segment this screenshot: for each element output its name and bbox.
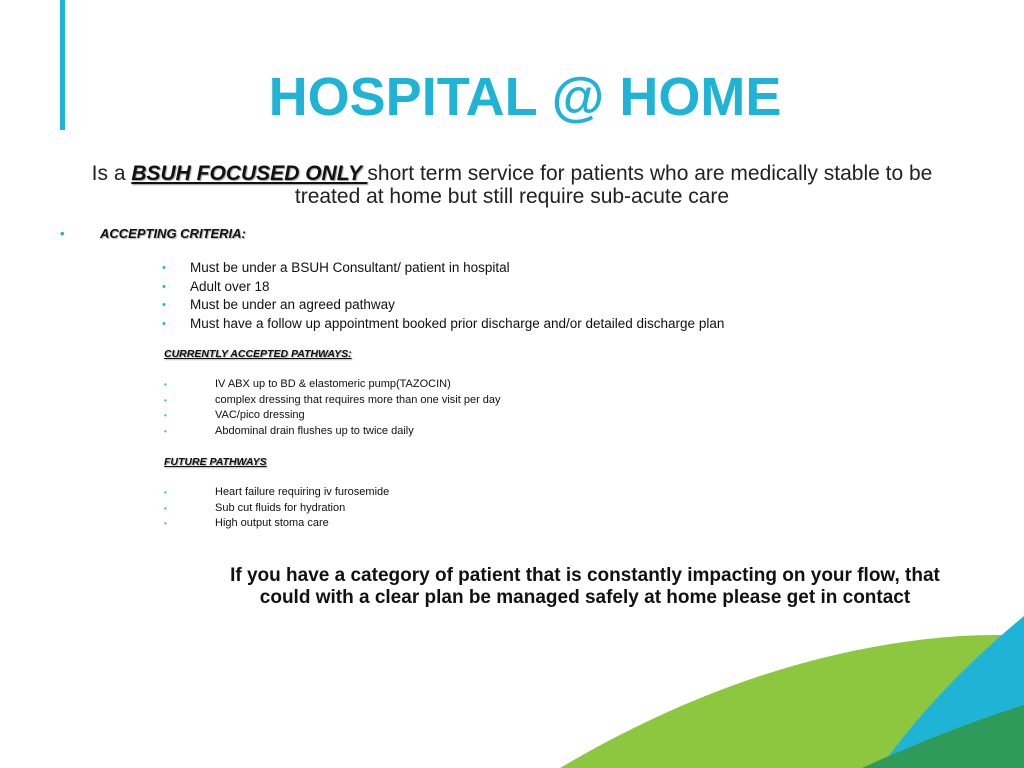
future-pathways-heading: FUTURE PATHWAYS: [164, 456, 267, 468]
intro-line2: treated at home but still require sub-acute care: [294, 185, 730, 208]
bullet-icon: •: [162, 318, 166, 331]
bullet-icon: •: [162, 299, 166, 312]
list-item-text: Must have a follow up appointment booked prior discharge and/or detailed discharge plan: [190, 316, 725, 332]
list-item-text: Heart failure requiring iv furosemide: [215, 486, 390, 498]
intro-line1: short term service for patients who are medically stable to be: [367, 162, 933, 185]
list-item-text: complex dressing that requires more than one visit per day: [215, 393, 501, 406]
intro-prefix: Is a: [91, 162, 132, 185]
bullet-icon: •: [162, 280, 166, 293]
intro-emphasis: BSUH FOCUSED ONLY: [131, 162, 368, 185]
cta-line2: could with a clear plan be managed safely at home please get in contact: [259, 587, 911, 608]
list-item-text: VAC/pico dressing: [215, 409, 305, 422]
list-item-text: Must be under an agreed pathway: [190, 297, 395, 313]
bullet-icon: •: [164, 427, 167, 437]
bullet-icon: •: [164, 380, 167, 389]
page-title: HOSPITAL @ HOME: [268, 67, 782, 127]
bullet-icon: •: [164, 519, 167, 529]
list-item-text: Must be under a BSUH Consultant/ patient in hospital: [190, 260, 510, 275]
list-item-text: IV ABX up to BD & elastomeric pump(TAZOCIN): [215, 378, 451, 390]
bullet-icon: •: [162, 262, 166, 274]
bullet-icon: •: [164, 503, 167, 513]
bullet-icon: •: [164, 411, 167, 421]
list-item-text: Abdominal drain flushes up to twice daily: [215, 425, 414, 438]
list-item-text: Adult over 18: [190, 278, 270, 294]
current-pathways-heading: CURRENTLY ACCEPTED PATHWAYS:: [164, 348, 352, 360]
list-item-text: Sub cut fluids for hydration: [215, 501, 346, 514]
list-item-text: High output stoma care: [215, 517, 329, 530]
bullet-icon: •: [164, 488, 167, 497]
cta-line1: If you have a category of patient that is constantly impacting on your flow, that: [230, 565, 940, 586]
bullet-icon: •: [60, 226, 65, 241]
accepting-criteria-label: ACCEPTING CRITERIA:: [100, 226, 246, 241]
bullet-icon: •: [164, 395, 167, 405]
